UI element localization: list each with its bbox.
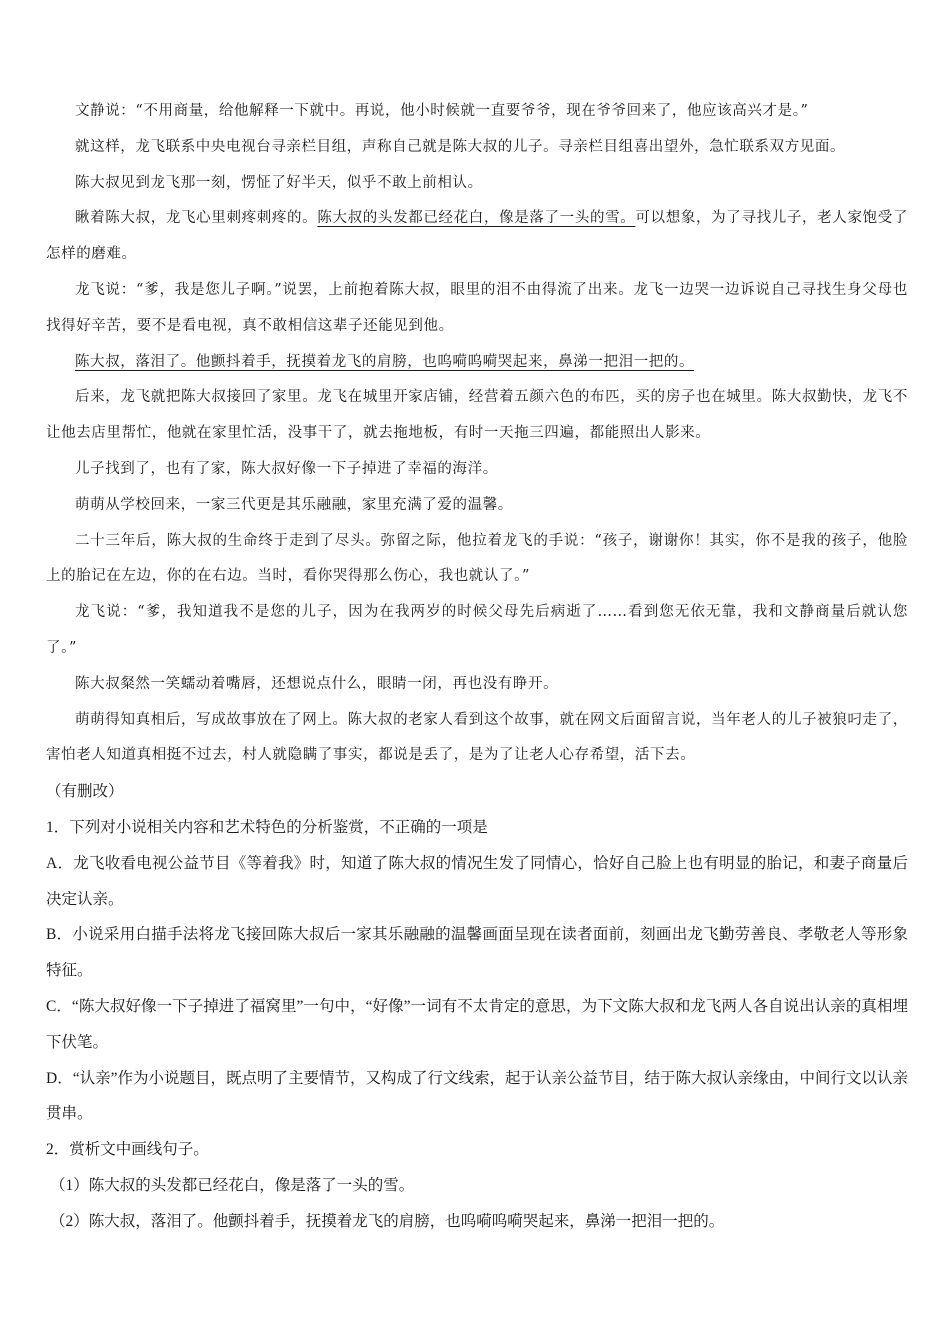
- underlined-sentence-2: 陈大叔，落泪了。他颤抖着手，抚摸着龙飞的肩膀，也呜嗬呜嗬哭起来，鼻涕一把泪一把的。: [75, 353, 695, 370]
- story-paragraph: 文静说：“不用商量，给他解释一下就中。再说，他小时候就一直要爷爷，现在爷爷回来了，他应该高兴才是。”: [75, 103, 809, 119]
- question-1-option-d: D．“认亲”作为小说题目，既点明了主要情节，又构成了行文线索，起于认亲公益节目，结于陈大叔认亲缘由，中间行文以认亲贯串。: [46, 1069, 908, 1123]
- source-note: （有删改）: [46, 783, 124, 801]
- question-1-stem: 1．下列对小说相关内容和艺术特色的分析鉴赏，不正确的一项是: [46, 818, 488, 836]
- story-paragraph: 后来，龙飞就把陈大叔接回了家里。龙飞在城里开家店铺，经营着五颜六色的布匹，买的房子也在城里。陈大叔勤快，龙飞不让他去店里帮忙，他就在家里忙活，没事干了，就去拖地板，有时一天拖三四遍，都能照出人影来。: [46, 389, 908, 442]
- question-1-option-c: C．“陈大叔好像一下子掉进了福窝里”一句中，“好像”一词有不太肯定的意思，为下文陈大叔和龙飞两人各自说出认亲的真相埋下伏笔。: [46, 997, 908, 1051]
- story-paragraph: 龙飞说：“爹，我知道我不是您的儿子，因为在我两岁的时候父母先后病逝了……看到您无依无靠，我和文静商量后就认您了。”: [46, 604, 908, 656]
- story-body: [46, 94, 908, 774]
- story-paragraph: 陈大叔见到龙飞那一刻，愣怔了好半天，似乎不敢上前相认。: [75, 174, 483, 191]
- document-page: [46, 94, 908, 1240]
- story-paragraph: 就这样，龙飞联系中央电视台寻亲栏目组，声称自己就是陈大叔的儿子。寻亲栏目组喜出望外，急忙联系双方见面。: [75, 138, 846, 155]
- question-1-option-a: A．龙飞收看电视公益节目《等着我》时，知道了陈大叔的情况生发了同情心，恰好自己脸上也有明显的胎记，和妻子商量后决定认亲。: [46, 854, 908, 908]
- question-2-stem: 2．赏析文中画线句子。: [46, 1141, 209, 1159]
- question-1-option-b: B．小说采用白描手法将龙飞接回陈大叔后一家其乐融融的温馨画面呈现在读者面前，刻画出龙飞勤劳善良、孝敬老人等形象特征。: [46, 926, 908, 980]
- underlined-sentence-1: 陈大叔的头发都已经花白，像是落了一头的雪。: [317, 210, 636, 227]
- story-paragraph: 陈大叔粲然一笑蠕动着嘴唇，还想说点什么，眼睛一闭，再也没有睁开。: [75, 675, 559, 692]
- question-2-item-2: （2）陈大叔，落泪了。他颤抖着手，抚摸着龙飞的肩膀，也呜嗬呜嗬哭起来，鼻涕一把泪一把的。: [50, 1212, 725, 1230]
- story-paragraph: 萌萌从学校回来，一家三代更是其乐融融，家里充满了爱的温馨。: [75, 496, 513, 513]
- story-paragraph-underlined: 瞅着陈大叔，龙飞心里刺疼刺疼的。陈大叔的头发都已经花白，像是落了一头的雪。可以想象，为了寻找儿子，老人家饱受了怎样的磨难。: [46, 210, 908, 263]
- story-paragraph: 萌萌得知真相后，写成故事放在了网上。陈大叔的老家人看到这个故事，就在网文后面留言说，当年老人的儿子被狼叼走了，害怕老人知道真相挺不过去，村人就隐瞒了事实，都说是丢了，是为了让老人心存希望，活下去。: [46, 711, 908, 764]
- story-paragraph: 儿子找到了，也有了家，陈大叔好像一下子掉进了幸福的海洋。: [75, 460, 498, 477]
- questions-section: [46, 774, 908, 1239]
- question-2-item-1: （1）陈大叔的头发都已经花白，像是落了一头的雪。: [50, 1176, 415, 1194]
- story-paragraph-underlined: [46, 345, 908, 381]
- story-paragraph: 二十三年后，陈大叔的生命终于走到了尽头。弥留之际，他拉着龙飞的手说：“孩子，谢谢你！其实，你不是我的孩子，他脸上的胎记在左边，你的在右边。当时，看你哭得那么伤心，我也就认了。”: [46, 532, 908, 585]
- story-paragraph: 龙飞说：“爹，我是您儿子啊。”说罢，上前抱着陈大叔，眼里的泪不由得流了出来。龙飞一边哭一边诉说自己寻找生身父母也找得好辛苦，要不是看电视，真不敢相信这辈子还能见到他。: [46, 281, 908, 334]
